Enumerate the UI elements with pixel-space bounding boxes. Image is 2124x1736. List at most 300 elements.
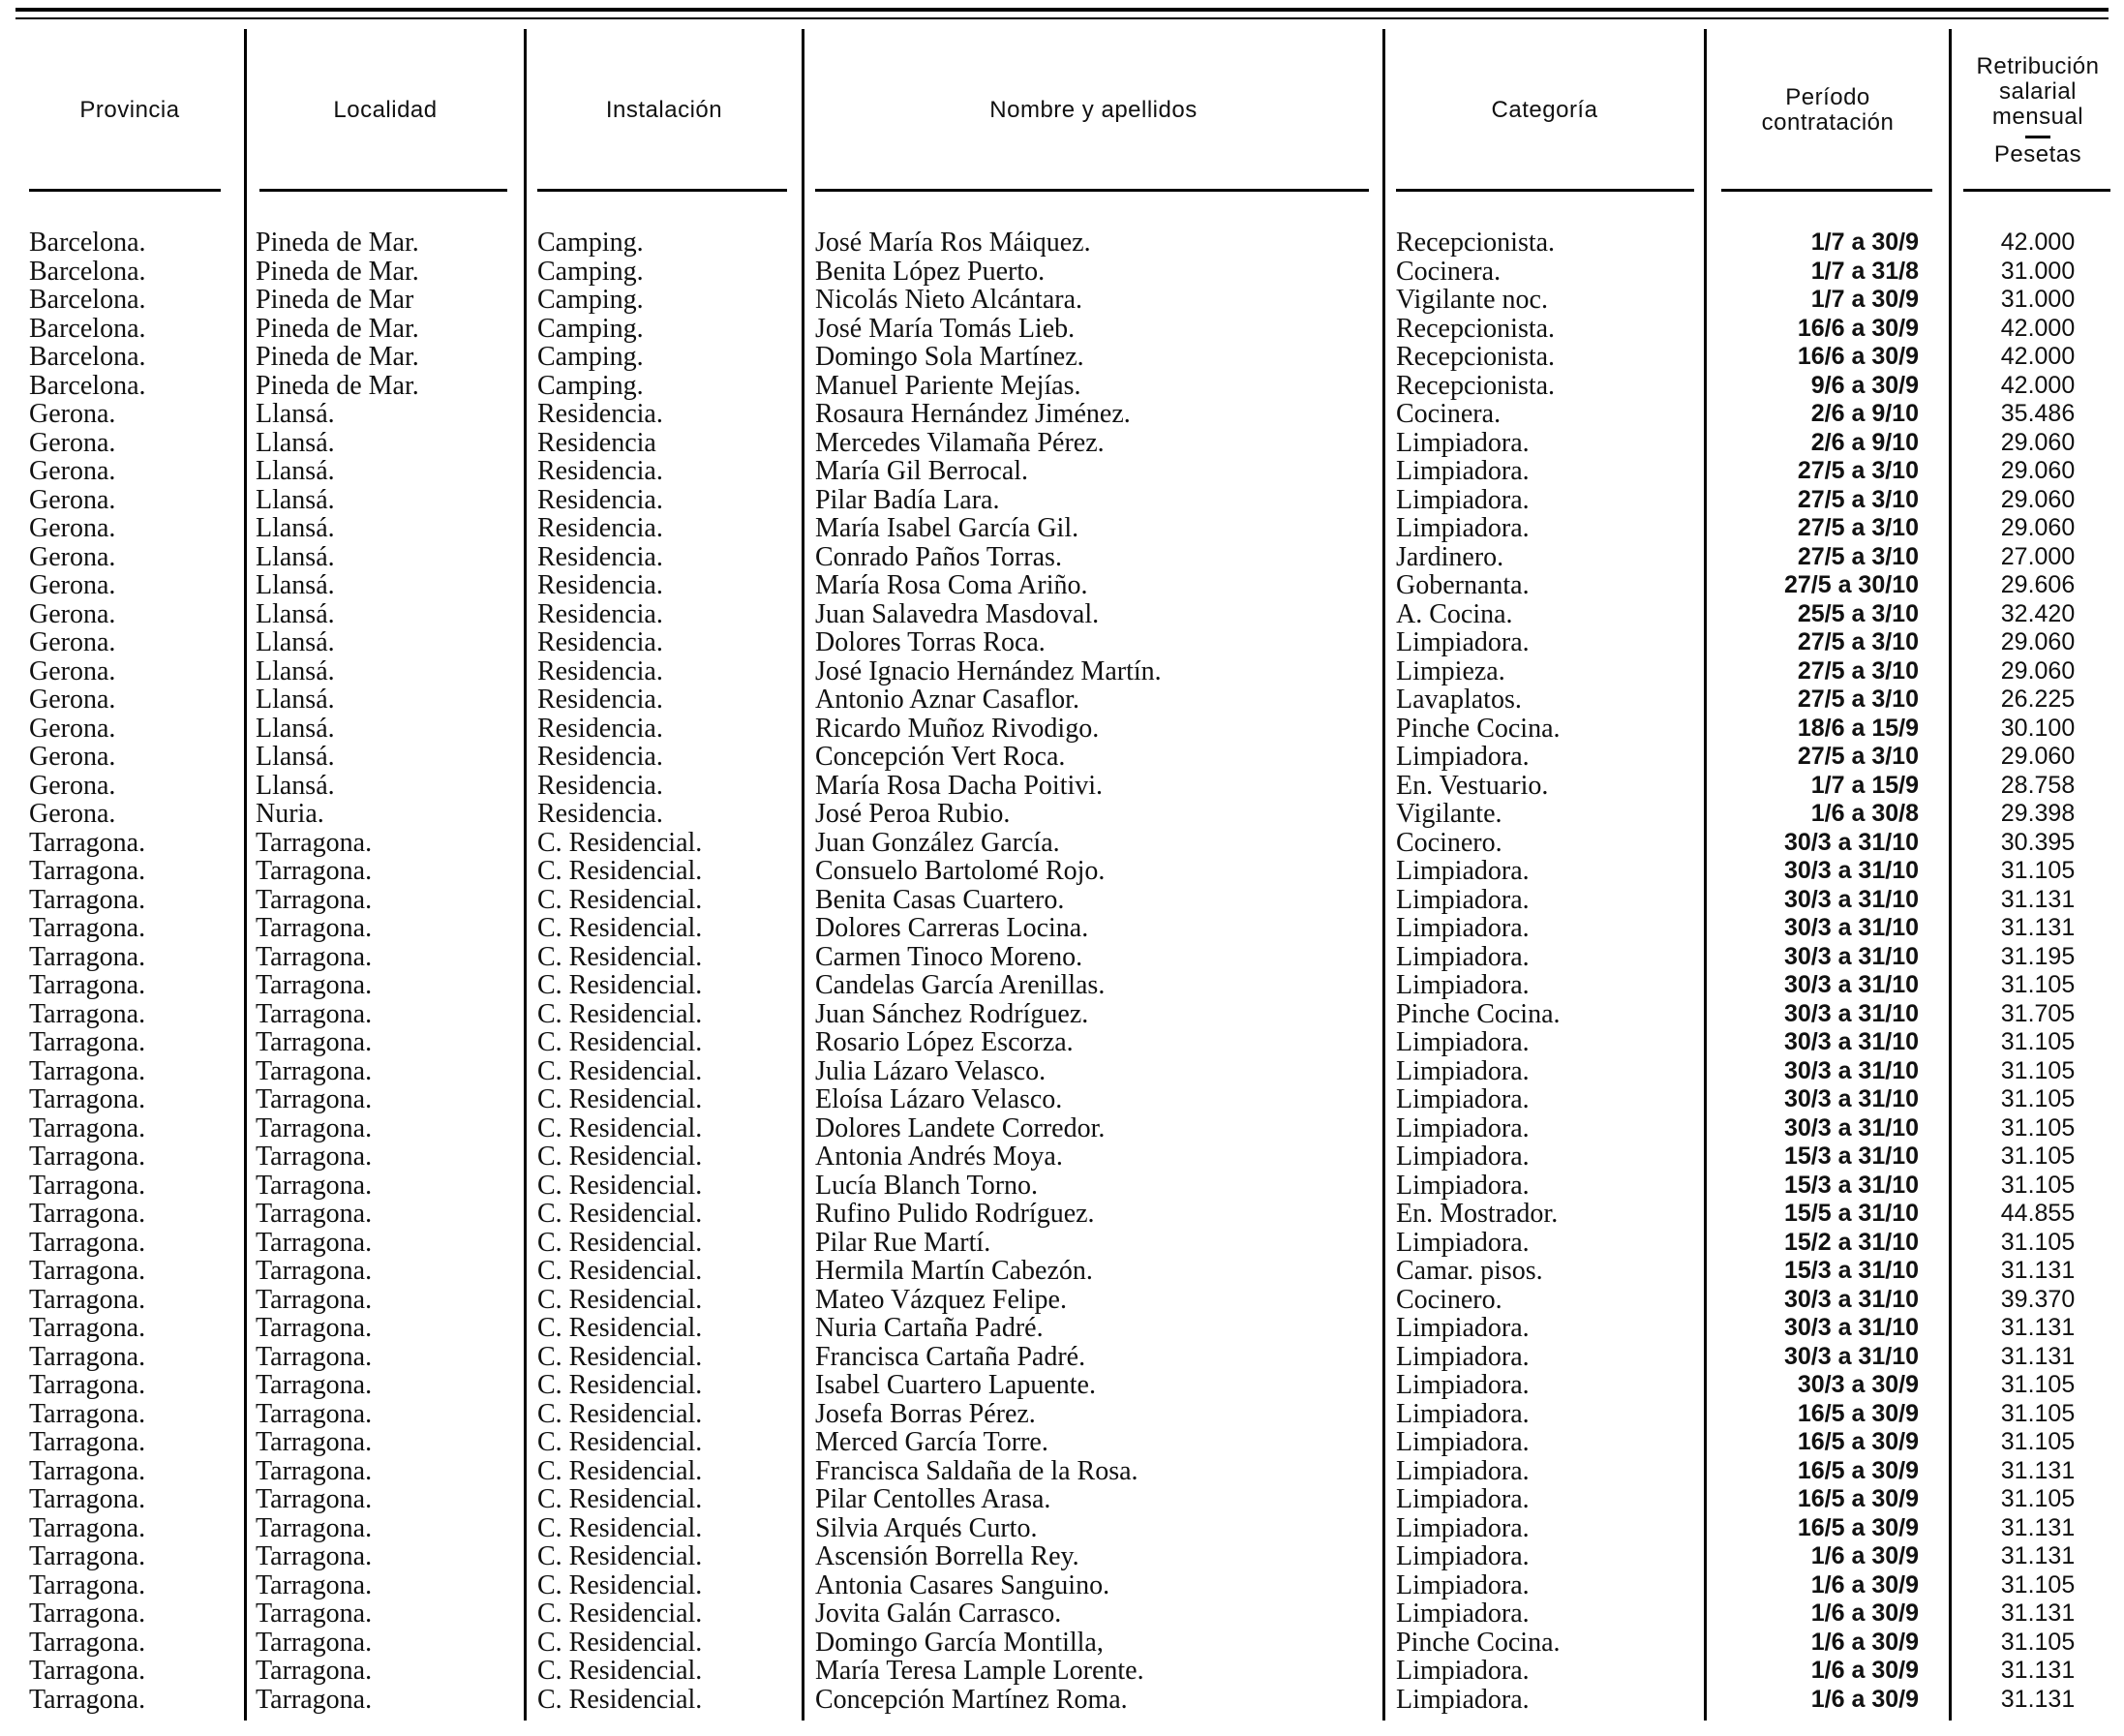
cell-salario: 29.398	[2000, 800, 2076, 827]
cell-periodo: 1/7 a 15/9	[1810, 771, 1919, 799]
cell-localidad: Tarragona.	[256, 970, 373, 1000]
cell-salario: 42.000	[2000, 314, 2076, 342]
cell-categoria: Cocinera.	[1396, 399, 1502, 429]
cell-localidad: Tarragona.	[256, 1398, 373, 1429]
cell-periodo: 30/3 a 30/9	[1797, 1371, 1919, 1398]
cell-instalacion: C. Residencial.	[537, 941, 703, 972]
cell-periodo: 27/5 a 3/10	[1797, 485, 1919, 513]
cell-instalacion: C. Residencial.	[537, 1341, 703, 1372]
cell-instalacion: Residencia.	[537, 685, 663, 715]
cell-provincia: Barcelona.	[29, 285, 146, 315]
header-retribucion-unit: Pesetas	[1993, 141, 2082, 168]
table-row	[0, 1629, 2124, 1658]
cell-periodo: 16/5 a 30/9	[1797, 1428, 1919, 1455]
header-underline	[1396, 189, 1694, 192]
cell-localidad: Tarragona.	[256, 1284, 373, 1315]
header-underline	[1963, 189, 2110, 192]
cell-categoria: Limpiadora.	[1396, 1569, 1530, 1600]
cell-categoria: Camar. pisos.	[1396, 1256, 1543, 1286]
cell-provincia: Tarragona.	[29, 1541, 146, 1571]
cell-salario: 27.000	[2000, 542, 2076, 570]
cell-categoria: Cocinera.	[1396, 256, 1502, 287]
cell-categoria: Limpiadora.	[1396, 1142, 1530, 1172]
cell-salario: 31.105	[2000, 971, 2076, 998]
cell-nombre: Antonio Aznar Casaflor.	[815, 685, 1079, 715]
cell-instalacion: C. Residencial.	[537, 1370, 703, 1400]
cell-instalacion: C. Residencial.	[537, 1313, 703, 1343]
cell-nombre: Manuel Pariente Mejías.	[815, 370, 1081, 401]
cell-provincia: Barcelona.	[29, 256, 146, 287]
cell-periodo: 15/2 a 31/10	[1783, 1228, 1919, 1256]
cell-periodo: 30/3 a 31/10	[1783, 1285, 1919, 1313]
cell-localidad: Pineda de Mar.	[256, 313, 419, 344]
cell-salario: 29.060	[2000, 514, 2076, 541]
cell-localidad: Tarragona.	[256, 1484, 373, 1514]
cell-salario: 31.105	[2000, 1056, 2076, 1084]
cell-localidad: Llansá.	[256, 541, 335, 572]
cell-categoria: Limpiadora.	[1396, 1656, 1530, 1686]
cell-nombre: Francisca Saldaña de la Rosa.	[815, 1455, 1138, 1486]
cell-salario: 31.105	[2000, 1485, 2076, 1512]
cell-instalacion: C. Residencial.	[537, 1541, 703, 1571]
table-row	[0, 1200, 2124, 1229]
cell-provincia: Tarragona.	[29, 1084, 146, 1114]
cell-salario: 30.100	[2000, 714, 2076, 742]
cell-nombre: Mateo Vázquez Felipe.	[815, 1284, 1067, 1315]
cell-nombre: Mercedes Vilamaña Pérez.	[815, 427, 1105, 458]
table-row	[0, 486, 2124, 515]
cell-localidad: Tarragona.	[256, 1313, 373, 1343]
header-underline	[537, 189, 787, 192]
table-row	[0, 1428, 2124, 1457]
header-provincia-label: Provincia	[79, 97, 180, 123]
cell-salario: 30.395	[2000, 828, 2076, 856]
cell-provincia: Gerona.	[29, 570, 116, 600]
cell-periodo: 30/3 a 31/10	[1783, 942, 1919, 970]
cell-periodo: 30/3 a 31/10	[1783, 1113, 1919, 1142]
cell-salario: 42.000	[2000, 371, 2076, 399]
cell-instalacion: Residencia.	[537, 742, 663, 772]
cell-localidad: Tarragona.	[256, 1084, 373, 1114]
cell-nombre: Rufino Pulido Rodríguez.	[815, 1199, 1095, 1229]
cell-localidad: Pineda de Mar.	[256, 342, 419, 372]
header-periodo-line1: Período	[1785, 84, 1870, 110]
cell-categoria: Pinche Cocina.	[1396, 713, 1561, 744]
cell-categoria: Limpiadora.	[1396, 1341, 1530, 1372]
cell-nombre: Benita López Puerto.	[815, 256, 1046, 287]
table-row	[0, 1314, 2124, 1343]
cell-instalacion: C. Residencial.	[537, 1512, 703, 1543]
header-localidad	[247, 29, 524, 192]
cell-instalacion: C. Residencial.	[537, 998, 703, 1029]
cell-localidad: Llansá.	[256, 570, 335, 600]
cell-nombre: Dolores Landete Corredor.	[815, 1112, 1106, 1143]
header-nombre	[804, 29, 1382, 192]
cell-periodo: 30/3 a 31/10	[1783, 971, 1919, 998]
cell-instalacion: Residencia.	[537, 770, 663, 801]
cell-instalacion: Residencia.	[537, 598, 663, 629]
cell-categoria: Limpiadora.	[1396, 1170, 1530, 1201]
cell-provincia: Gerona.	[29, 713, 116, 744]
cell-periodo: 30/3 a 31/10	[1783, 1314, 1919, 1341]
cell-salario: 31.105	[2000, 1171, 2076, 1199]
cell-periodo: 30/3 a 31/10	[1783, 885, 1919, 913]
cell-salario: 31.131	[2000, 914, 2076, 941]
cell-categoria: Recepcionista.	[1396, 370, 1556, 401]
cell-salario: 44.855	[2000, 1200, 2076, 1227]
table-row	[0, 1514, 2124, 1543]
cell-localidad: Tarragona.	[256, 1599, 373, 1629]
cell-nombre: Pilar Rue Martí.	[815, 1227, 991, 1258]
cell-provincia: Gerona.	[29, 627, 116, 657]
cell-instalacion: Camping.	[537, 342, 644, 372]
cell-periodo: 30/3 a 31/10	[1783, 999, 1919, 1027]
cell-instalacion: Camping.	[537, 285, 644, 315]
cell-localidad: Tarragona.	[256, 1142, 373, 1172]
cell-nombre: Isabel Cuartero Lapuente.	[815, 1370, 1096, 1400]
cell-provincia: Gerona.	[29, 770, 116, 801]
table-row	[0, 829, 2124, 858]
cell-nombre: Antonia Casares Sanguino.	[815, 1569, 1110, 1600]
cell-categoria: Cocinero.	[1396, 827, 1502, 858]
table-row	[0, 1343, 2124, 1372]
cell-localidad: Tarragona.	[256, 1199, 373, 1229]
cell-provincia: Barcelona.	[29, 370, 146, 401]
cell-periodo: 1/6 a 30/9	[1810, 1685, 1919, 1713]
cell-instalacion: C. Residencial.	[537, 1084, 703, 1114]
cell-categoria: Limpiadora.	[1396, 1084, 1530, 1114]
cell-nombre: Juan González García.	[815, 827, 1060, 858]
cell-periodo: 30/3 a 31/10	[1783, 857, 1919, 884]
table-row	[0, 1229, 2124, 1258]
cell-periodo: 30/3 a 31/10	[1783, 1085, 1919, 1112]
cell-categoria: Limpiadora.	[1396, 627, 1530, 657]
table-row	[0, 372, 2124, 401]
cell-nombre: José Ignacio Hernández Martín.	[815, 655, 1162, 686]
table-row	[0, 971, 2124, 1000]
cell-instalacion: C. Residencial.	[537, 1170, 703, 1201]
cell-periodo: 16/5 a 30/9	[1797, 1513, 1919, 1541]
cell-categoria: Limpiadora.	[1396, 1455, 1530, 1486]
cell-provincia: Tarragona.	[29, 1341, 146, 1372]
cell-categoria: Limpiadora.	[1396, 1227, 1530, 1258]
cell-provincia: Gerona.	[29, 799, 116, 829]
cell-salario: 31.131	[2000, 1314, 2076, 1341]
cell-instalacion: C. Residencial.	[537, 1142, 703, 1172]
cell-nombre: Merced García Torre.	[815, 1427, 1048, 1457]
cell-instalacion: Residencia.	[537, 799, 663, 829]
cell-instalacion: C. Residencial.	[537, 1484, 703, 1514]
cell-categoria: Limpiadora.	[1396, 1541, 1530, 1571]
cell-periodo: 2/6 a 9/10	[1810, 428, 1919, 456]
table-row	[0, 1686, 2124, 1715]
header-underline	[259, 189, 507, 192]
cell-instalacion: C. Residencial.	[537, 1112, 703, 1143]
cell-provincia: Gerona.	[29, 685, 116, 715]
cell-provincia: Tarragona.	[29, 1284, 146, 1315]
cell-periodo: 18/6 a 15/9	[1797, 714, 1919, 742]
cell-salario: 31.131	[2000, 1542, 2076, 1569]
cell-salario: 42.000	[2000, 228, 2076, 256]
cell-instalacion: C. Residencial.	[537, 1055, 703, 1086]
cell-instalacion: Residencia.	[537, 399, 663, 429]
cell-localidad: Tarragona.	[256, 1370, 373, 1400]
cell-provincia: Tarragona.	[29, 1055, 146, 1086]
cell-categoria: Limpiadora.	[1396, 427, 1530, 458]
cell-periodo: 16/6 a 30/9	[1797, 314, 1919, 342]
table-row	[0, 1657, 2124, 1686]
cell-categoria: Cocinero.	[1396, 1284, 1502, 1315]
cell-nombre: Benita Casas Cuartero.	[815, 884, 1065, 915]
cell-categoria: Vigilante noc.	[1396, 285, 1548, 315]
cell-instalacion: Residencia.	[537, 713, 663, 744]
cell-nombre: José Peroa Rubio.	[815, 799, 1011, 829]
cell-categoria: Pinche Cocina.	[1396, 998, 1561, 1029]
cell-provincia: Barcelona.	[29, 342, 146, 372]
cell-localidad: Llansá.	[256, 685, 335, 715]
cell-periodo: 1/7 a 31/8	[1810, 257, 1919, 285]
cell-instalacion: Residencia.	[537, 570, 663, 600]
cell-instalacion: Residencia.	[537, 627, 663, 657]
top-double-rule	[15, 8, 2109, 12]
cell-provincia: Gerona.	[29, 541, 116, 572]
cell-salario: 32.420	[2000, 599, 2076, 627]
cell-categoria: Pinche Cocina.	[1396, 1627, 1561, 1658]
cell-localidad: Tarragona.	[256, 1170, 373, 1201]
cell-nombre: Jovita Galán Carrasco.	[815, 1599, 1062, 1629]
top-double-rule-inner	[15, 17, 2109, 19]
cell-periodo: 30/3 a 31/10	[1783, 1056, 1919, 1084]
cell-localidad: Llansá.	[256, 742, 335, 772]
cell-instalacion: C. Residencial.	[537, 1627, 703, 1658]
header-retribucion-line1: Retribución	[1976, 53, 2100, 79]
cell-localidad: Tarragona.	[256, 1656, 373, 1686]
table-row	[0, 800, 2124, 829]
cell-periodo: 15/3 a 31/10	[1783, 1142, 1919, 1170]
cell-localidad: Pineda de Mar.	[256, 256, 419, 287]
cell-salario: 31.131	[2000, 1257, 2076, 1284]
cell-provincia: Tarragona.	[29, 1112, 146, 1143]
table-row	[0, 1000, 2124, 1029]
cell-nombre: José María Tomás Lieb.	[815, 313, 1076, 344]
cell-categoria: A. Cocina.	[1396, 598, 1513, 629]
table-row	[0, 943, 2124, 972]
cell-localidad: Tarragona.	[256, 856, 373, 886]
cell-periodo: 30/3 a 31/10	[1783, 1342, 1919, 1370]
cell-categoria: Limpiadora.	[1396, 1027, 1530, 1057]
cell-nombre: Juan Salavedra Masdoval.	[815, 598, 1100, 629]
cell-localidad: Pineda de Mar.	[256, 370, 419, 401]
cell-categoria: Limpiadora.	[1396, 1398, 1530, 1429]
cell-localidad: Llansá.	[256, 770, 335, 801]
cell-periodo: 15/3 a 31/10	[1783, 1257, 1919, 1284]
table-row	[0, 315, 2124, 344]
cell-categoria: Limpieza.	[1396, 655, 1505, 686]
cell-periodo: 16/5 a 30/9	[1797, 1456, 1919, 1484]
cell-categoria: Limpiadora.	[1396, 1599, 1530, 1629]
table-row	[0, 1371, 2124, 1400]
cell-salario: 29.060	[2000, 628, 2076, 655]
cell-provincia: Barcelona.	[29, 228, 146, 258]
table-row	[0, 1257, 2124, 1286]
header-retribucion-line3: mensual	[1991, 104, 2084, 130]
cell-localidad: Tarragona.	[256, 1684, 373, 1715]
cell-localidad: Tarragona.	[256, 1227, 373, 1258]
cell-localidad: Tarragona.	[256, 1512, 373, 1543]
cell-salario: 31.105	[2000, 1228, 2076, 1256]
table-row	[0, 772, 2124, 801]
cell-periodo: 15/5 a 31/10	[1783, 1200, 1919, 1227]
cell-instalacion: C. Residencial.	[537, 827, 703, 858]
table-row	[0, 1286, 2124, 1315]
table-row	[0, 1085, 2124, 1114]
cell-periodo: 30/3 a 31/10	[1783, 914, 1919, 941]
cell-salario: 26.225	[2000, 685, 2076, 713]
header-underline	[29, 189, 221, 192]
cell-categoria: En. Mostrador.	[1396, 1199, 1559, 1229]
cell-periodo: 1/6 a 30/9	[1810, 1599, 1919, 1627]
cell-salario: 31.131	[2000, 1513, 2076, 1541]
cell-salario: 31.105	[2000, 1113, 2076, 1142]
cell-instalacion: C. Residencial.	[537, 1284, 703, 1315]
cell-salario: 29.060	[2000, 656, 2076, 685]
cell-localidad: Llansá.	[256, 598, 335, 629]
cell-provincia: Gerona.	[29, 742, 116, 772]
cell-salario: 39.370	[2000, 1285, 2076, 1313]
cell-nombre: Pilar Badía Lara.	[815, 484, 1000, 515]
table-row	[0, 1114, 2124, 1143]
cell-nombre: Domingo García Montilla,	[815, 1627, 1104, 1658]
table-body	[0, 228, 2124, 1714]
cell-salario: 29.060	[2000, 428, 2076, 456]
table-row	[0, 400, 2124, 429]
header-categoria-label: Categoría	[1491, 97, 1598, 123]
cell-localidad: Llansá.	[256, 399, 335, 429]
cell-salario: 31.131	[2000, 1342, 2076, 1370]
table-row	[0, 543, 2124, 572]
cell-provincia: Tarragona.	[29, 1512, 146, 1543]
cell-salario: 31.105	[2000, 1628, 2076, 1656]
table-row	[0, 1057, 2124, 1086]
cell-periodo: 16/5 a 30/9	[1797, 1399, 1919, 1427]
cell-categoria: Limpiadora.	[1396, 1112, 1530, 1143]
cell-provincia: Gerona.	[29, 655, 116, 686]
cell-instalacion: Residencia.	[537, 484, 663, 515]
cell-periodo: 1/7 a 30/9	[1810, 228, 1919, 256]
cell-categoria: Limpiadora.	[1396, 913, 1530, 943]
cell-provincia: Tarragona.	[29, 970, 146, 1000]
cell-localidad: Tarragona.	[256, 1256, 373, 1286]
table-row	[0, 1172, 2124, 1201]
cell-periodo: 15/3 a 31/10	[1783, 1171, 1919, 1199]
cell-categoria: Limpiadora.	[1396, 884, 1530, 915]
cell-provincia: Tarragona.	[29, 1256, 146, 1286]
cell-localidad: Tarragona.	[256, 1112, 373, 1143]
cell-periodo: 30/3 a 31/10	[1783, 828, 1919, 856]
cell-categoria: Limpiadora.	[1396, 513, 1530, 543]
header-underline	[1721, 189, 1932, 192]
table-row	[0, 457, 2124, 486]
cell-categoria: Vigilante.	[1396, 799, 1502, 829]
cell-salario: 31.195	[2000, 942, 2076, 970]
cell-categoria: Limpiadora.	[1396, 1512, 1530, 1543]
cell-localidad: Tarragona.	[256, 1427, 373, 1457]
cell-periodo: 27/5 a 3/10	[1797, 514, 1919, 541]
cell-instalacion: Camping.	[537, 228, 644, 258]
cell-categoria: Limpiadora.	[1396, 856, 1530, 886]
cell-nombre: Nuria Cartaña Padré.	[815, 1313, 1044, 1343]
cell-provincia: Gerona.	[29, 513, 116, 543]
table-row	[0, 228, 2124, 258]
cell-provincia: Gerona.	[29, 456, 116, 486]
table-row	[0, 571, 2124, 600]
cell-periodo: 16/5 a 30/9	[1797, 1485, 1919, 1512]
cell-provincia: Tarragona.	[29, 1427, 146, 1457]
cell-provincia: Tarragona.	[29, 1170, 146, 1201]
cell-instalacion: C. Residencial.	[537, 1656, 703, 1686]
cell-categoria: Gobernanta.	[1396, 570, 1530, 600]
table-row	[0, 1457, 2124, 1486]
cell-salario: 31.131	[2000, 1456, 2076, 1484]
cell-salario: 31.131	[2000, 1657, 2076, 1684]
table-row	[0, 429, 2124, 458]
cell-localidad: Pineda de Mar	[256, 285, 414, 315]
cell-localidad: Llansá.	[256, 655, 335, 686]
cell-nombre: Lucía Blanch Torno.	[815, 1170, 1039, 1201]
cell-periodo: 27/5 a 30/10	[1783, 571, 1919, 598]
table-row	[0, 743, 2124, 772]
header-instalacion	[527, 29, 802, 192]
cell-localidad: Tarragona.	[256, 1541, 373, 1571]
cell-periodo: 16/6 a 30/9	[1797, 343, 1919, 370]
cell-provincia: Tarragona.	[29, 1684, 146, 1715]
cell-localidad: Tarragona.	[256, 1627, 373, 1658]
cell-salario: 31.000	[2000, 286, 2076, 313]
cell-nombre: Rosario López Escorza.	[815, 1027, 1074, 1057]
table-row	[0, 1400, 2124, 1429]
header-periodo	[1707, 29, 1949, 192]
cell-provincia: Gerona.	[29, 399, 116, 429]
cell-localidad: Llansá.	[256, 456, 335, 486]
cell-nombre: Conrado Paños Torras.	[815, 541, 1062, 572]
header-retribucion-line2: salarial	[1998, 78, 2078, 105]
cell-localidad: Llansá.	[256, 484, 335, 515]
cell-localidad: Tarragona.	[256, 913, 373, 943]
table-row	[0, 1571, 2124, 1600]
cell-provincia: Tarragona.	[29, 1599, 146, 1629]
cell-instalacion: C. Residencial.	[537, 1398, 703, 1429]
cell-categoria: Limpiadora.	[1396, 1484, 1530, 1514]
header-provincia	[15, 29, 244, 192]
cell-salario: 31.131	[2000, 1599, 2076, 1627]
cell-instalacion: C. Residencial.	[537, 884, 703, 915]
cell-categoria: En. Vestuario.	[1396, 770, 1549, 801]
cell-periodo: 1/6 a 30/9	[1810, 1657, 1919, 1684]
cell-provincia: Tarragona.	[29, 1627, 146, 1658]
cell-instalacion: C. Residencial.	[537, 1027, 703, 1057]
cell-localidad: Tarragona.	[256, 998, 373, 1029]
cell-provincia: Tarragona.	[29, 1199, 146, 1229]
cell-salario: 28.758	[2000, 771, 2076, 799]
cell-nombre: María Gil Berrocal.	[815, 456, 1029, 486]
cell-nombre: Josefa Borras Pérez.	[815, 1398, 1036, 1429]
table-row	[0, 1485, 2124, 1514]
cell-nombre: Dolores Carreras Locina.	[815, 913, 1089, 943]
cell-nombre: Ricardo Muñoz Rivodigo.	[815, 713, 1100, 744]
cell-categoria: Limpiadora.	[1396, 456, 1530, 486]
cell-localidad: Llansá.	[256, 513, 335, 543]
cell-instalacion: C. Residencial.	[537, 913, 703, 943]
